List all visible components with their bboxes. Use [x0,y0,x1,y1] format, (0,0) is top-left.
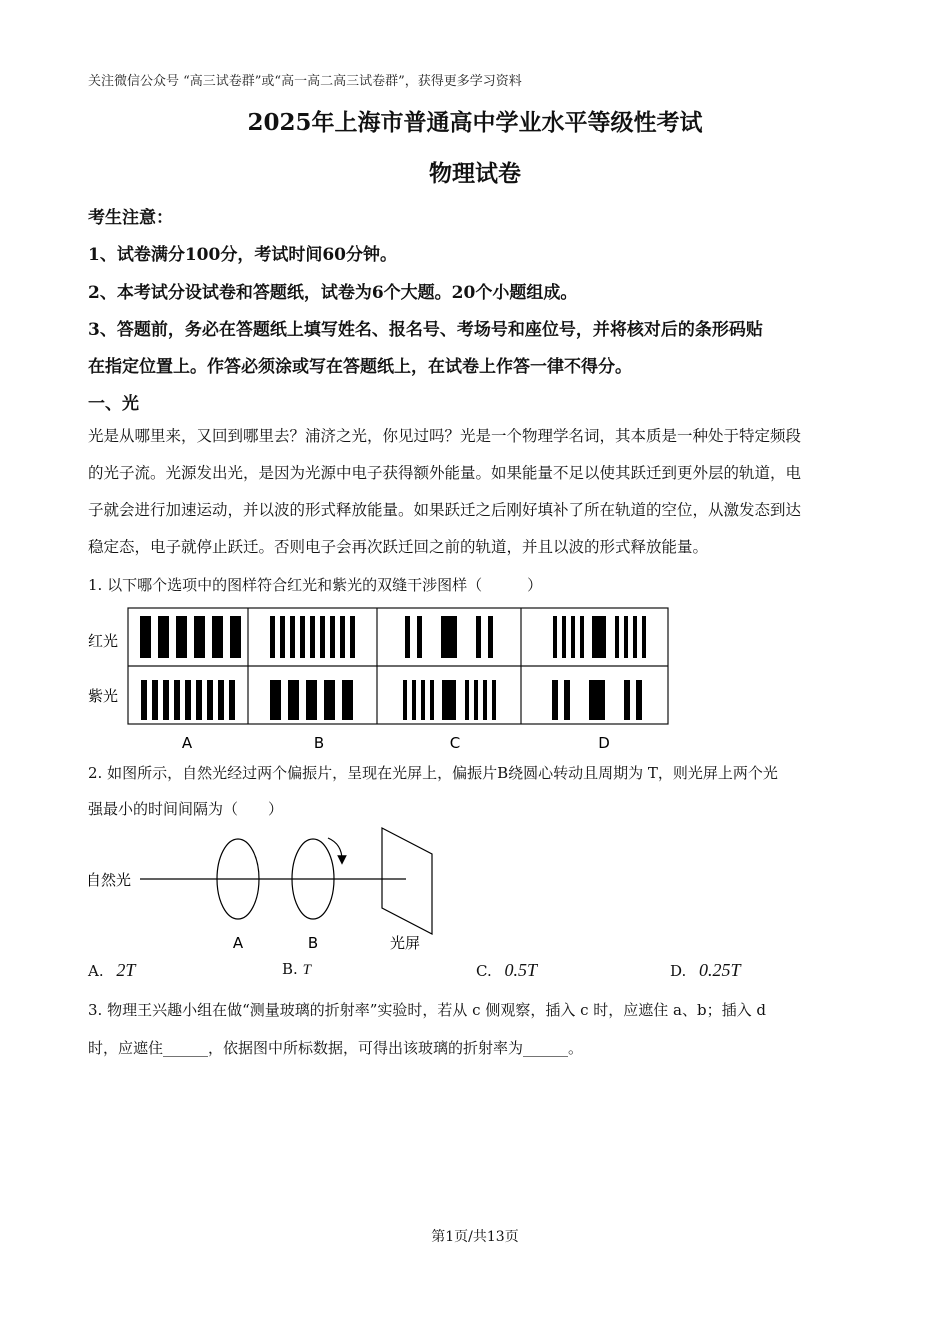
header-note: 关注微信公众号 “高三试卷群”或“高一高二高三试卷群”，获得更多学习资料 [88,74,522,89]
natural-light-label: 自然光 [86,871,132,889]
q2-option-c [476,960,537,981]
col-label-b: B [313,734,325,752]
polarizer-b-label: B [307,934,319,952]
notice-heading: 考生注意： [88,208,173,228]
option-value: 0.5T [504,960,538,980]
passage-line: 光是从哪里来，又回到哪里去？浦济之光，你见过吗？光是一个物理学名词，其本质是一种处于特定频段 [88,427,802,445]
section-heading: 一、光 [88,394,139,414]
option-letter: B. [282,960,298,978]
notice-item-1: 1、试卷满分100分，考试时间60分钟。 [88,245,397,265]
notice-item-3: 3、答题前，务必在答题纸上填写姓名、报名号、考场号和座位号，并将核对后的条形码贴 [88,320,763,340]
row-label-red: 红光 [88,632,119,650]
q2-stem-line2: 强最小的时间间隔为（ ） [88,800,284,818]
q3-line1: 3. 物理王兴趣小组在做“测量玻璃的折射率”实验时，若从 c 侧观察，插入 c 时，应遮住 a、b；插入 d [88,1001,766,1019]
q3-line2: 时，应遮住______，依据图中所标数据，可得出该玻璃的折射率为______。 [88,1039,584,1057]
polarizer-a-label: A [232,934,244,952]
exam-title: 2025年上海市普通高中学业水平等级性考试 [247,109,703,136]
option-value: T [302,962,311,978]
pattern-b-red [270,616,355,658]
q2-option-a [88,960,135,981]
col-label-d: D [598,734,610,752]
pattern-b-violet [270,680,353,720]
exam-subtitle: 物理试卷 [429,160,521,187]
pattern-c-violet [403,680,496,720]
passage-line: 稳定态，电子就停止跃迁。否则电子会再次跃迁回之前的轨道，并且以波的形式释放能量。 [88,538,709,556]
pattern-d-red [553,616,646,658]
col-label-c: C [449,734,461,752]
option-letter: C. [476,962,492,980]
pattern-c-red [405,616,493,658]
row-label-violet: 紫光 [88,687,119,705]
option-letter: A. [88,962,104,980]
option-value: 0.25T [699,960,741,980]
q2-stem-line1: 2. 如图所示，自然光经过两个偏振片，呈现在光屏上，偏振片B绕圆心转动且周期为 T，则光屏上两个光 [88,764,778,782]
q1-stem: 1. 以下哪个选项中的图样符合红光和紫光的双缝干涉图样（ ） [88,576,543,594]
page-footer: 第1页/共13页 [431,1229,519,1245]
passage-line: 子就会进行加速运动，并以波的形式释放能量。如果跃迁之后刚好填补了所在轨道的空位，从激发态到达 [88,501,802,519]
passage [88,418,863,566]
notice-item-3-cont: 在指定位置上。作答必须涂或写在答题纸上，在试卷上作答一律不得分。 [88,357,632,377]
polarizer-figure [80,824,480,956]
light-screen [382,828,432,934]
passage-line: 的光子流。光源发出光，是因为光源中电子获得额外能量。如果能量不足以使其跃迁到更外层的轨道，电 [88,464,802,482]
pattern-a-red [140,616,241,658]
option-letter: D. [670,962,687,980]
screen-label: 光屏 [389,934,421,952]
q2-option-d [670,960,741,981]
col-label-a: A [181,734,193,752]
option-value: 2T [116,960,136,980]
notice-item-2: 2、本考试分设试卷和答题纸，试卷为6个大题。20个小题组成。 [88,283,578,303]
pattern-d-violet [552,680,642,720]
q2-option-b [282,960,311,979]
pattern-a-violet [141,680,235,720]
fringe-table-figure [80,602,680,757]
